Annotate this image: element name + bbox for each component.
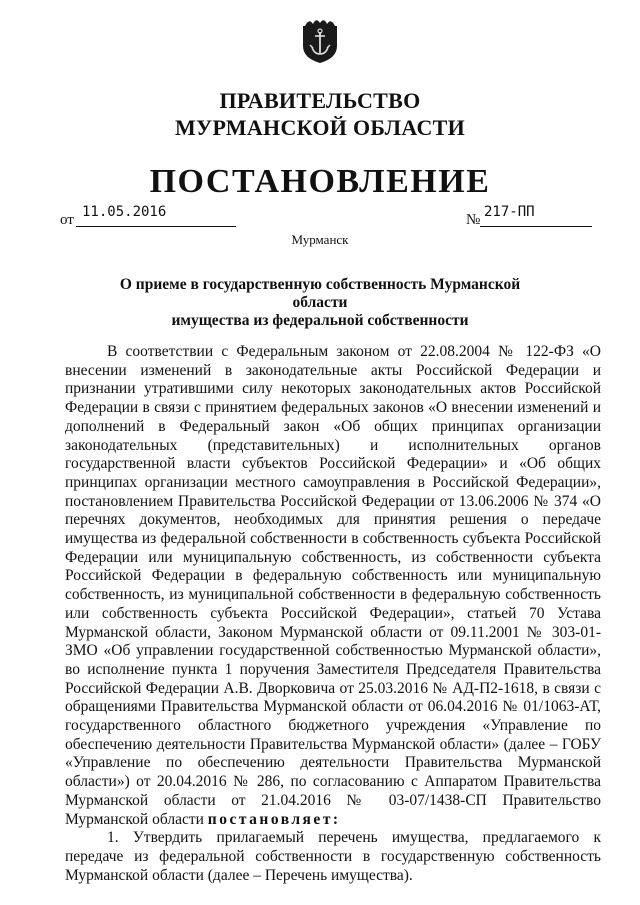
document-body <box>65 343 601 885</box>
document-title <box>100 276 540 330</box>
city-name: Мурманск <box>291 232 349 247</box>
preamble-paragraph <box>65 343 601 829</box>
preamble-text: В соответствии с Федеральным законом от 22.08.2004 № 122-ФЗ «О внесении изменений в законодательные акты Российской Федерации и признании утратившими силу некоторых законодательных актов Российской Федерации в связи с принятием федеральных законов «О внесении изменений и дополнений в Федеральный закон «Об общих принципах организации законодательных (представительных) и исполнительных органов государственной власти субъектов Российской Федерации» и «Об общих принципах организации местного самоуправления в Российской Федерации», постановлением Правительства Российской Федерации от 13.06.2006 № 374 «О перечнях документов, необходимых для принятия решения о передаче имущества из федеральной собственности в собственность субъекта Российской Федерации или муниципальную собственность, из собственности субъекта Российской Федерации в федеральную собственность или муниципальную собственность, из муниципальной собственности в федеральную собственность или собственность субъекта Российской Федерации», статьей 70 Устава Мурманской области, Законом Мурманской области от 09.11.2001 № 303-01-ЗМО «Об управлении государственной собственностью Мурманской области», во исполнение пункта 1 поручения Заместителя Председателя Правительства Российской Федерации А.В. Дворковича от 25.03.2016 № АД-П2-1618, в связи с обращениями Правительства Мурманской области от 06.04.2016 № 01/1063-АТ, государственного областного бюджетного учреждения «Управление по обеспечению деятельности Правительства Мурманской области» (далее – ГОБУ «Управление по обеспечению деятельности Правительства Мурманской области») от 20.04.2016 № 286, по согласованию с Аппаратом Правительства Мурманской области от 21.04.2016 № 03-07/1438-СП Правительство Мурманской области <box>65 343 601 828</box>
resolves-keyword: постановляет: <box>207 810 341 828</box>
date-value: 11.05.2016 <box>82 204 167 220</box>
item-1-paragraph: 1. Утвердить прилагаемый перечень имущества, предлагаемого к передаче из федеральной собственности в государственную собственность Мурманской области (далее – Перечень имущества). <box>65 829 601 884</box>
title-line1: О приеме в государственную собственность Мурманской области <box>119 276 521 311</box>
government-line2: МУРМАНСКОЙ ОБЛАСТИ <box>174 115 466 140</box>
date-label: от <box>60 212 74 228</box>
number-underline <box>480 226 592 227</box>
date-underline <box>76 226 236 227</box>
title-line2: имущества из федеральной собственности <box>171 312 469 329</box>
government-line1: ПРАВИТЕЛЬСТВО <box>219 88 421 113</box>
number-value: 217-ПП <box>484 204 535 220</box>
coat-of-arms-icon <box>301 16 339 64</box>
number-label: № <box>466 212 481 228</box>
document-type: ПОСТАНОВЛЕНИЕ <box>149 163 491 200</box>
